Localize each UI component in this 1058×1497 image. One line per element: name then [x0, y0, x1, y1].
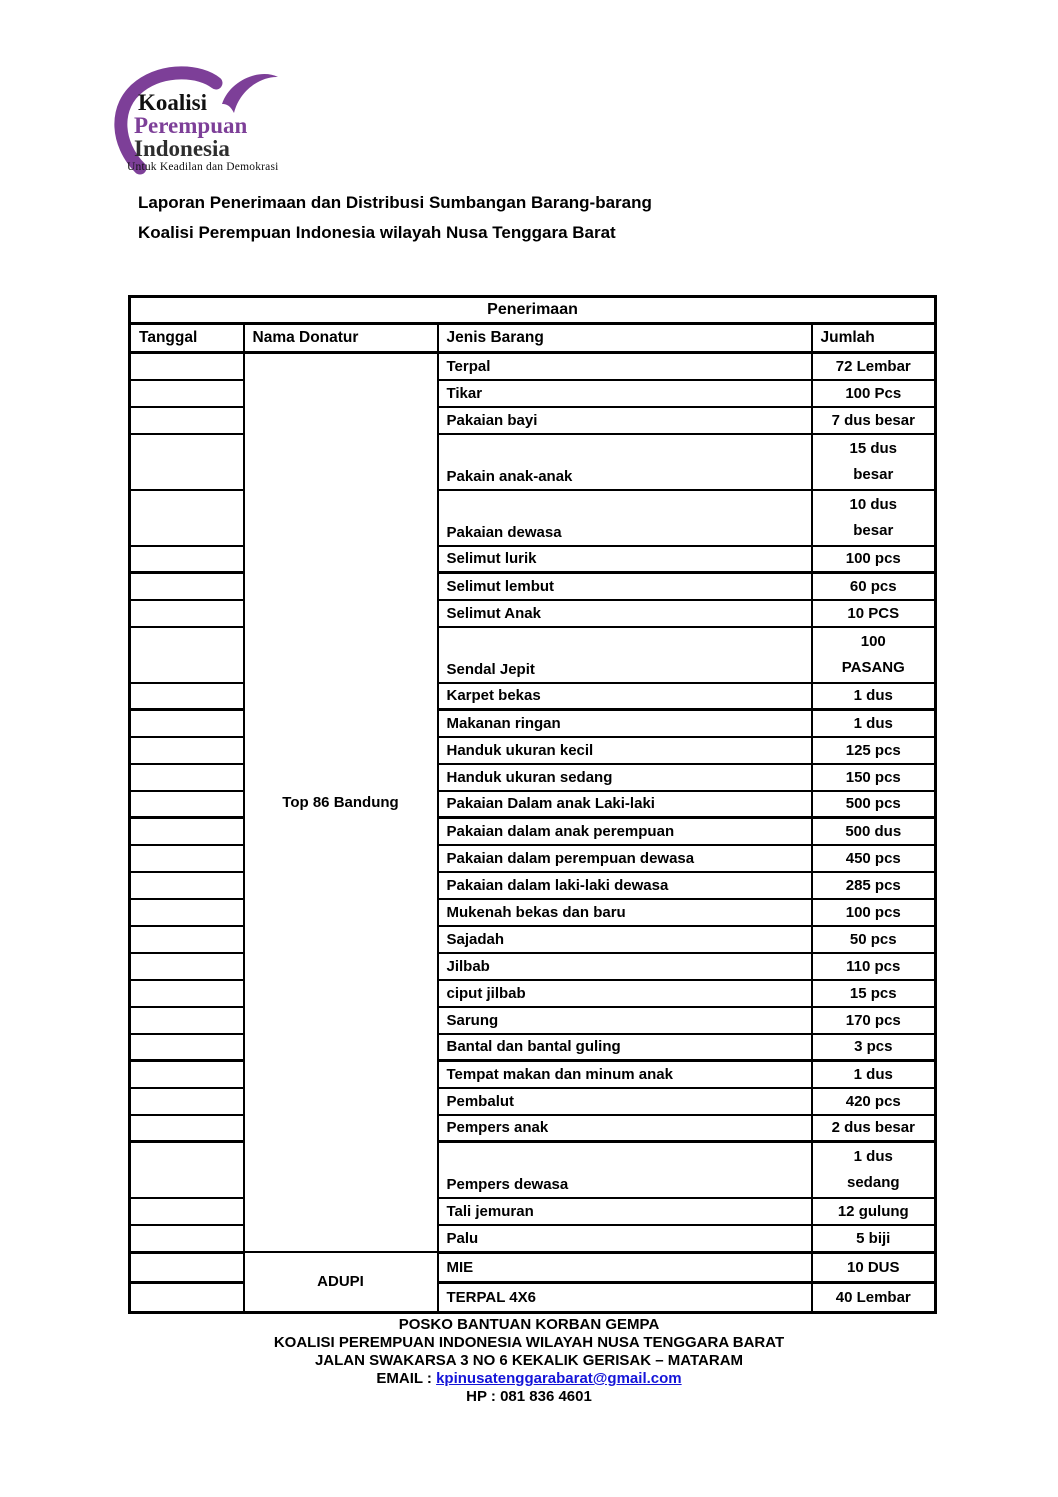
table-section-title: Penerimaan [130, 297, 936, 324]
cell-jenis-barang: Pakaian dalam anak perempuan [438, 818, 812, 845]
footer [0, 1316, 1058, 1406]
cell-jumlah: 125 pcs [812, 737, 936, 764]
cell-tanggal-empty [130, 710, 244, 737]
cell-tanggal-empty [130, 818, 244, 845]
cell-jenis-barang: Pempers anak [438, 1115, 812, 1142]
logo-text-perempuan: Perempuan [134, 113, 248, 138]
cell-tanggal-empty [130, 1088, 244, 1115]
cell-jumlah: 500 dus [812, 818, 936, 845]
cell-jumlah: 10 DUS [812, 1252, 936, 1282]
col-header-jumlah: Jumlah [812, 324, 936, 353]
cell-jenis-barang: Sajadah [438, 926, 812, 953]
cell-tanggal-empty [130, 600, 244, 627]
cell-tanggal-empty [130, 980, 244, 1007]
cell-jenis-barang: Tempat makan dan minum anak [438, 1061, 812, 1088]
cell-jumlah: 3 pcs [812, 1034, 936, 1061]
cell-jumlah: 100 pcs [812, 546, 936, 573]
cell-tanggal-empty [130, 434, 244, 490]
cell-jenis-barang: Pakaian dalam perempuan dewasa [438, 845, 812, 872]
cell-jenis-barang: Pembalut [438, 1088, 812, 1115]
col-header-tanggal: Tanggal [130, 324, 244, 353]
cell-tanggal-empty [130, 872, 244, 899]
cell-tanggal-empty [130, 1252, 244, 1282]
cell-jumlah: 15 dus besar [812, 434, 936, 490]
penerimaan-table [128, 295, 937, 1314]
cell-tanggal-empty [130, 845, 244, 872]
cell-jenis-barang: Handuk ukuran kecil [438, 737, 812, 764]
cell-tanggal-empty [130, 1142, 244, 1199]
cell-jenis-barang: Karpet bekas [438, 683, 812, 710]
cell-tanggal-empty [130, 627, 244, 683]
cell-tanggal-empty [130, 926, 244, 953]
cell-jumlah: 12 gulung [812, 1198, 936, 1225]
cell-jumlah: 1 dus [812, 1061, 936, 1088]
cell-tanggal-empty [130, 573, 244, 600]
cell-jumlah: 60 pcs [812, 573, 936, 600]
cell-jenis-barang: Pempers dewasa [438, 1142, 812, 1199]
cell-tanggal-empty [130, 791, 244, 818]
cell-tanggal-empty [130, 737, 244, 764]
email-link[interactable]: kpinusatenggarabarat@gmail.com [436, 1370, 682, 1387]
cell-jumlah: 170 pcs [812, 1007, 936, 1034]
footer-email-line [0, 1370, 1058, 1388]
report-title [138, 188, 652, 248]
cell-jumlah: 15 pcs [812, 980, 936, 1007]
cell-tanggal-empty [130, 683, 244, 710]
cell-tanggal-empty [130, 353, 244, 380]
cell-jenis-barang: Terpal [438, 353, 812, 380]
cell-tanggal-empty [130, 1061, 244, 1088]
cell-jenis-barang: Jilbab [438, 953, 812, 980]
cell-jenis-barang: Selimut Anak [438, 600, 812, 627]
cell-jenis-barang: Selimut lurik [438, 546, 812, 573]
cell-tanggal-empty [130, 1115, 244, 1142]
cell-jenis-barang: Tikar [438, 380, 812, 407]
table-row [130, 1252, 936, 1282]
cell-jumlah: 2 dus besar [812, 1115, 936, 1142]
cell-jumlah: 450 pcs [812, 845, 936, 872]
cell-nama-donatur: ADUPI [244, 1252, 438, 1312]
cell-jenis-barang: Pakaian dalam laki-laki dewasa [438, 872, 812, 899]
table-header-row [130, 324, 936, 353]
cell-tanggal-empty [130, 546, 244, 573]
cell-jumlah: 10 dus besar [812, 490, 936, 546]
cell-jumlah: 420 pcs [812, 1088, 936, 1115]
cell-jumlah: 1 dus [812, 710, 936, 737]
logo-tagline: Untuk Keadilan dan Demokrasi [127, 161, 279, 173]
report-title-line-2: Koalisi Perempuan Indonesia wilayah Nusa Tenggara Barat [138, 223, 616, 242]
cell-jenis-barang: Mukenah bekas dan baru [438, 899, 812, 926]
cell-jenis-barang: Bantal dan bantal guling [438, 1034, 812, 1061]
logo [110, 64, 290, 179]
cell-jenis-barang: Makanan ringan [438, 710, 812, 737]
cell-jenis-barang: Sendal Jepit [438, 627, 812, 683]
cell-jenis-barang: Handuk ukuran sedang [438, 764, 812, 791]
cell-tanggal-empty [130, 1034, 244, 1061]
cell-jenis-barang: Pakaian Dalam anak Laki-laki [438, 791, 812, 818]
cell-jumlah: 72 Lembar [812, 353, 936, 380]
cell-jumlah: 285 pcs [812, 872, 936, 899]
cell-tanggal-empty [130, 380, 244, 407]
cell-jumlah: 50 pcs [812, 926, 936, 953]
cell-tanggal-empty [130, 899, 244, 926]
cell-tanggal-empty [130, 953, 244, 980]
cell-tanggal-empty [130, 490, 244, 546]
cell-tanggal-empty [130, 1282, 244, 1312]
cell-tanggal-empty [130, 764, 244, 791]
table-section-row [130, 297, 936, 324]
table-row [130, 353, 936, 380]
cell-jenis-barang: Pakaian dewasa [438, 490, 812, 546]
report-title-line-1: Laporan Penerimaan dan Distribusi Sumbangan Barang-barang [138, 193, 652, 212]
col-header-jenis-barang: Jenis Barang [438, 324, 812, 353]
table-body [130, 353, 936, 1313]
cell-jumlah: 100 PASANG [812, 627, 936, 683]
cell-jenis-barang: Tali jemuran [438, 1198, 812, 1225]
cell-jumlah: 110 pcs [812, 953, 936, 980]
cell-tanggal-empty [130, 1198, 244, 1225]
col-header-nama-donatur: Nama Donatur [244, 324, 438, 353]
cell-jenis-barang: Selimut lembut [438, 573, 812, 600]
cell-tanggal-empty [130, 1225, 244, 1252]
cell-jumlah: 1 dus [812, 683, 936, 710]
cell-jenis-barang: TERPAL 4X6 [438, 1282, 812, 1312]
cell-jenis-barang: MIE [438, 1252, 812, 1282]
cell-jenis-barang: Pakain anak-anak [438, 434, 812, 490]
cell-tanggal-empty [130, 1007, 244, 1034]
logo-text-koalisi: Koalisi [138, 90, 208, 115]
footer-posko-line: POSKO BANTUAN KORBAN GEMPA [398, 1316, 660, 1333]
cell-jumlah: 10 PCS [812, 600, 936, 627]
cell-jumlah: 100 Pcs [812, 380, 936, 407]
logo-text-indonesia: Indonesia [134, 136, 230, 161]
footer-address-line: JALAN SWAKARSA 3 NO 6 KEKALIK GERISAK – MATARAM [314, 1352, 744, 1369]
cell-tanggal-empty [130, 407, 244, 434]
cell-jumlah: 500 pcs [812, 791, 936, 818]
email-label: EMAIL : [376, 1370, 437, 1387]
cell-jumlah: 40 Lembar [812, 1282, 936, 1312]
cell-jumlah: 100 pcs [812, 899, 936, 926]
footer-phone-line: HP : 081 836 4601 [466, 1388, 592, 1405]
cell-jenis-barang: Palu [438, 1225, 812, 1252]
cell-nama-donatur: Top 86 Bandung [244, 353, 438, 1253]
cell-jumlah: 1 dus sedang [812, 1142, 936, 1199]
cell-jumlah: 7 dus besar [812, 407, 936, 434]
footer-org-line: KOALISI PEREMPUAN INDONESIA WILAYAH NUSA TENGGARA BARAT [273, 1334, 785, 1351]
cell-jumlah: 5 biji [812, 1225, 936, 1252]
cell-jenis-barang: Sarung [438, 1007, 812, 1034]
cell-jumlah: 150 pcs [812, 764, 936, 791]
cell-jenis-barang: ciput jilbab [438, 980, 812, 1007]
cell-jenis-barang: Pakaian bayi [438, 407, 812, 434]
